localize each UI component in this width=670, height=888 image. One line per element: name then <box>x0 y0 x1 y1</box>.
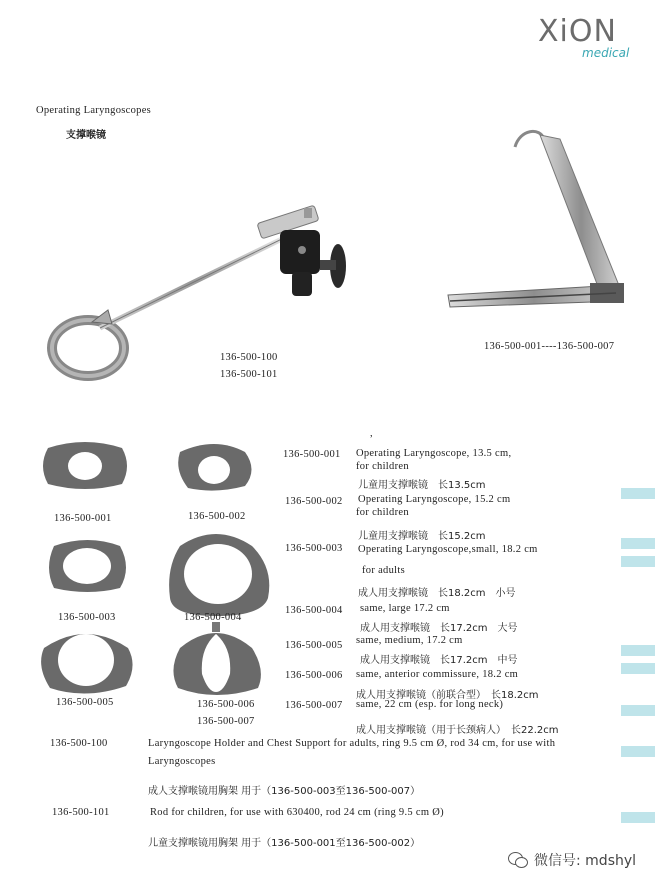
product-code: 136-500-007 <box>285 700 343 711</box>
holder-desc-cn: 成人支撑喉镜用胸架 用于（136-500-003至136-500-007） <box>148 786 421 797</box>
side-bar <box>621 746 655 757</box>
holder-desc: Rod for children, for use with 630400, rod 24 cm (ring 9.5 cm Ø) <box>150 807 444 818</box>
product-desc-cn: 儿童用支撑喉镜 长13.5cm <box>358 480 486 491</box>
product-desc-cn: 成人用支撑喉镜 长17.2cm 大号 <box>360 623 518 634</box>
wechat-watermark <box>508 850 636 870</box>
page-title: Operating Laryngoscopes <box>36 105 152 116</box>
holder-desc-cn: 儿童支撑喉镜用胸架 用于（136-500-001至136-500-002） <box>148 838 421 849</box>
product-desc-cn: 成人用支撑喉镜（前联合型） 长18.2cm <box>356 690 539 701</box>
side-bar <box>621 705 655 716</box>
product-desc: Operating Laryngoscope,small, 18.2 cm <box>358 544 538 555</box>
ring-label-007: 136-500-007 <box>197 716 255 727</box>
product-code: 136-500-002 <box>285 496 343 507</box>
stray-mark: , <box>370 428 373 439</box>
product-desc: Operating Laryngoscope, 13.5 cm, <box>356 448 512 459</box>
holder-code: 136-500-100 <box>50 738 108 749</box>
product-desc: Operating Laryngoscope, 15.2 cm <box>358 494 511 505</box>
holder-desc: Laryngoscope Holder and Chest Support for adults, ring 9.5 cm Ø, rod 34 cm, for use with <box>148 738 556 749</box>
side-bar <box>621 663 655 674</box>
product-desc-cn: 儿童用支撑喉镜 长15.2cm <box>358 531 486 542</box>
product-code: 136-500-005 <box>285 640 343 651</box>
ring-label-004: 136-500-004 <box>184 612 242 623</box>
side-bar <box>621 645 655 656</box>
watermark-text: 微信号: mdshyl <box>534 853 637 869</box>
product-desc-cn: 成人用支撑喉镜（用于长颈病人） 长22.2cm <box>356 725 559 736</box>
holder-code: 136-500-101 <box>52 807 110 818</box>
holder-label-101: 136-500-101 <box>220 369 278 380</box>
logo-wordmark: XiON <box>538 14 617 49</box>
ring-shape-001 <box>43 442 127 489</box>
ring-shape-006-007 <box>173 622 260 695</box>
holder-desc-2: Laryngoscopes <box>148 756 216 767</box>
ring-shape-003 <box>49 540 126 592</box>
product-desc-cn: 成人用支撑喉镜 长17.2cm 中号 <box>360 655 518 666</box>
product-desc: same, anterior commissure, 18.2 cm <box>356 669 519 680</box>
laryngoscope-holder-image <box>40 200 360 400</box>
ring-label-002: 136-500-002 <box>188 511 246 522</box>
product-desc-2: for children <box>356 461 409 472</box>
wechat-icon <box>508 852 528 868</box>
brand-logo <box>538 12 638 62</box>
ring-label-005: 136-500-005 <box>56 697 114 708</box>
product-desc: same, 22 cm (esp. for long neck) <box>356 699 504 710</box>
page-title-cn: 支撑喉镜 <box>66 130 106 141</box>
product-desc: same, large 17.2 cm <box>360 603 450 614</box>
logo-subtitle: medical <box>582 46 630 60</box>
scope-range-label: 136-500-001----136-500-007 <box>484 341 615 352</box>
ring-label-006: 136-500-006 <box>197 699 255 710</box>
ring-label-001: 136-500-001 <box>54 513 112 524</box>
side-bar <box>621 812 655 823</box>
product-code: 136-500-004 <box>285 605 343 616</box>
ring-shape-004 <box>169 534 269 616</box>
laryngoscope-ring-shapes <box>30 438 280 738</box>
side-bar <box>621 488 655 499</box>
side-bar <box>621 556 655 567</box>
laryngoscope-image <box>440 125 630 315</box>
product-desc-2: for children <box>356 507 409 518</box>
product-desc-cn: 成人用支撑喉镜 长18.2cm 小号 <box>358 588 516 599</box>
product-desc-2: for adults <box>362 565 405 576</box>
ring-shape-002 <box>178 444 251 491</box>
product-desc: same, medium, 17.2 cm <box>356 635 463 646</box>
side-bar <box>621 538 655 549</box>
product-code: 136-500-006 <box>285 670 343 681</box>
product-code: 136-500-003 <box>285 543 343 554</box>
ring-shape-005 <box>41 634 132 694</box>
ring-label-003: 136-500-003 <box>58 612 116 623</box>
product-code: 136-500-001 <box>283 449 341 460</box>
holder-label-100: 136-500-100 <box>220 352 278 363</box>
